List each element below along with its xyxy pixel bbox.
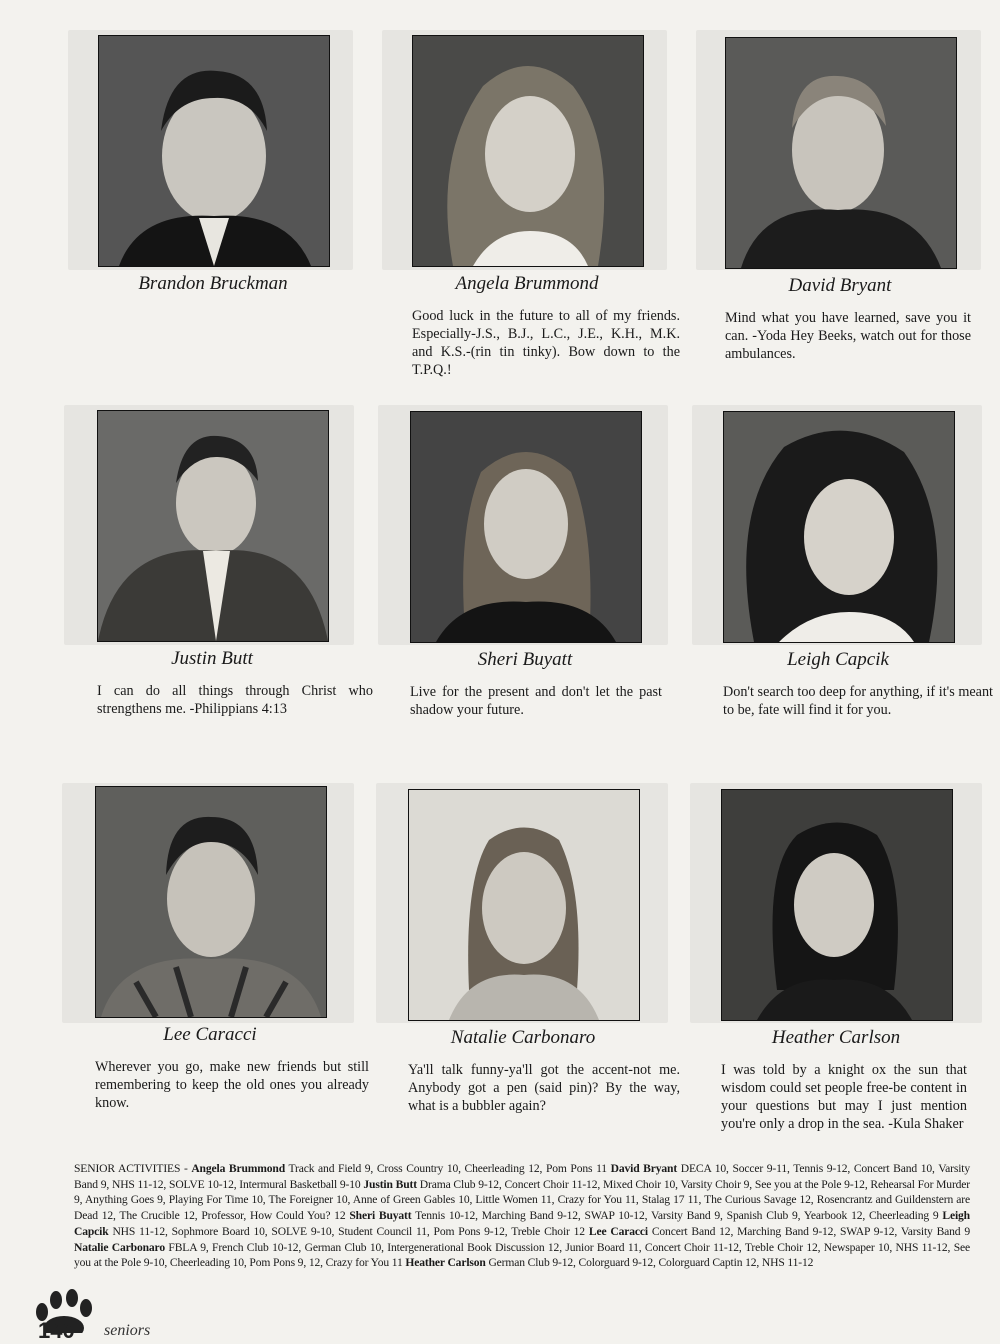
portrait-photo [97, 410, 329, 642]
portrait-photo [98, 35, 330, 267]
activity-name: Heather Carlson [405, 1256, 486, 1270]
activity-name: Sheri Buyatt [349, 1209, 412, 1223]
portrait-photo [410, 411, 642, 643]
activity-text: Concert Band 12, Marching Band 9-12, SWAP 9-12, Varsity Band 9 [647, 1224, 971, 1238]
activity-name: Justin Butt [363, 1177, 417, 1191]
activity-name: Leigh Capcik [74, 1209, 970, 1238]
senior-card [725, 37, 995, 363]
portrait-photo [725, 37, 957, 269]
senior-name: Lee Caracci [163, 1024, 257, 1045]
senior-quote: Good luck in the future to all of my friends. Especially-J.S., B.J., L.C., J.E., K.H., M.K. and K.S.-(rin tin tinky). Bow down to the T.P.Q.! [412, 308, 680, 378]
senior-name: Sheri Buyatt [477, 649, 573, 670]
activity-text: NHS 11-12, Sophmore Board 10, SOLVE 9-10, Student Council 11, Pom Pons 9-12, Treble Choir 12 [108, 1224, 589, 1238]
activity-name: Natalie Carbonaro [74, 1240, 165, 1254]
portrait-photo [408, 789, 640, 1021]
activity-name: Lee Caracci [588, 1224, 648, 1238]
section-title: seniors [104, 1322, 151, 1339]
senior-quote: Wherever you go, make new friends but still remembering to keep the old ones you already know. [95, 1059, 369, 1111]
activity-text: German Club 9-12, Colorguard 9-12, Colorguard Captin 12, NHS 11-12 [485, 1256, 814, 1270]
senior-name: Heather Carlson [771, 1027, 901, 1048]
senior-name: Angela Brummond [455, 273, 599, 294]
senior-card [98, 35, 368, 295]
senior-quote: Ya'll talk funny-ya'll got the accent-not me. Anybody got a pen (said pin)? By the way, what is a bubbler again? [408, 1062, 680, 1114]
senior-quote: I can do all things through Christ who strengthens me. -Philippians 4:13 [97, 683, 373, 717]
portrait-photo [723, 411, 955, 643]
senior-name: Natalie Carbonaro [450, 1027, 596, 1048]
activities-heading: SENIOR ACTIVITIES - [74, 1162, 192, 1175]
activity-text: Drama Club 9-12, Concert Choir 11-12, Mixed Choir 10, Varsity Choir 9, See you at the Pole 9-12, Rehearsal For Murder 9, Anything Goes 9, Playing For Time 10, The Foreigner 10, Anne of Green Gables 10, Little Women 11, Crazy for You 11, Stalag 17 11, The Curious Savage 12, Rosencrantz and Guildenstern are Dead 12, The Crucible 12, Professor, How Could You? 12 [74, 1177, 971, 1223]
senior-card [721, 789, 991, 1133]
activity-name: David Bryant [610, 1162, 678, 1175]
senior-name: Leigh Capcik [787, 649, 889, 670]
activity-text: DECA 10, Soccer 9-11, Tennis 9-12, Concert Band 10, Varsity Band 9, NHS 11-12, SOLVE 10-12, Intermural Basketball 9-10 [74, 1162, 970, 1191]
activity-text: FBLA 9, French Club 10-12, German Club 10, Intergenerational Book Discussion 12, Junior Board 11, Concert Choir 11-12, Treble Choir 12, Newspaper 10, NHS 11-12, See you at the Pole 9-10, Cheerleading 10, Pom Pons 9, 12, Crazy for You 11 [74, 1240, 970, 1270]
activity-name: Angela Brummond [191, 1162, 286, 1175]
activity-text: Track and Field 9, Cross Country 10, Cheerleading 12, Pom Pons 11 [285, 1162, 611, 1175]
senior-name: Brandon Bruckman [138, 273, 288, 294]
senior-card [97, 410, 373, 718]
portrait-photo [95, 786, 327, 1018]
senior-quote: Mind what you have learned, save you it can. -Yoda Hey Beeks, watch out for those ambulances. [725, 310, 971, 362]
senior-name: David Bryant [788, 275, 892, 296]
portrait-photo [721, 789, 953, 1021]
senior-card [410, 411, 680, 719]
senior-quote: Live for the present and don't let the past shadow your future. [410, 684, 662, 718]
senior-quote: I was told by a knight ox the sun that wisdom could set people free-be content in your questions but may I just mention you're only a drop in the sea. -Kula Shaker [721, 1062, 967, 1132]
senior-card [723, 411, 993, 719]
activity-text: Tennis 10-12, Marching Band 9-12, SWAP 10-12, Varsity Band 9, Spanish Club 9, Yearbook 12, Cheerleading 9 [411, 1209, 943, 1223]
paw-print-icon [30, 1286, 330, 1333]
senior-name: Justin Butt [171, 648, 253, 669]
senior-card [412, 35, 682, 379]
portrait-photo [412, 35, 644, 267]
page-number: 140 [38, 1318, 75, 1343]
senior-card [408, 789, 678, 1115]
senior-quote: Don't search too deep for anything, if it's meant to be, fate will find it for you. [723, 684, 993, 718]
senior-card [95, 786, 369, 1112]
senior-activities [74, 1161, 970, 1271]
